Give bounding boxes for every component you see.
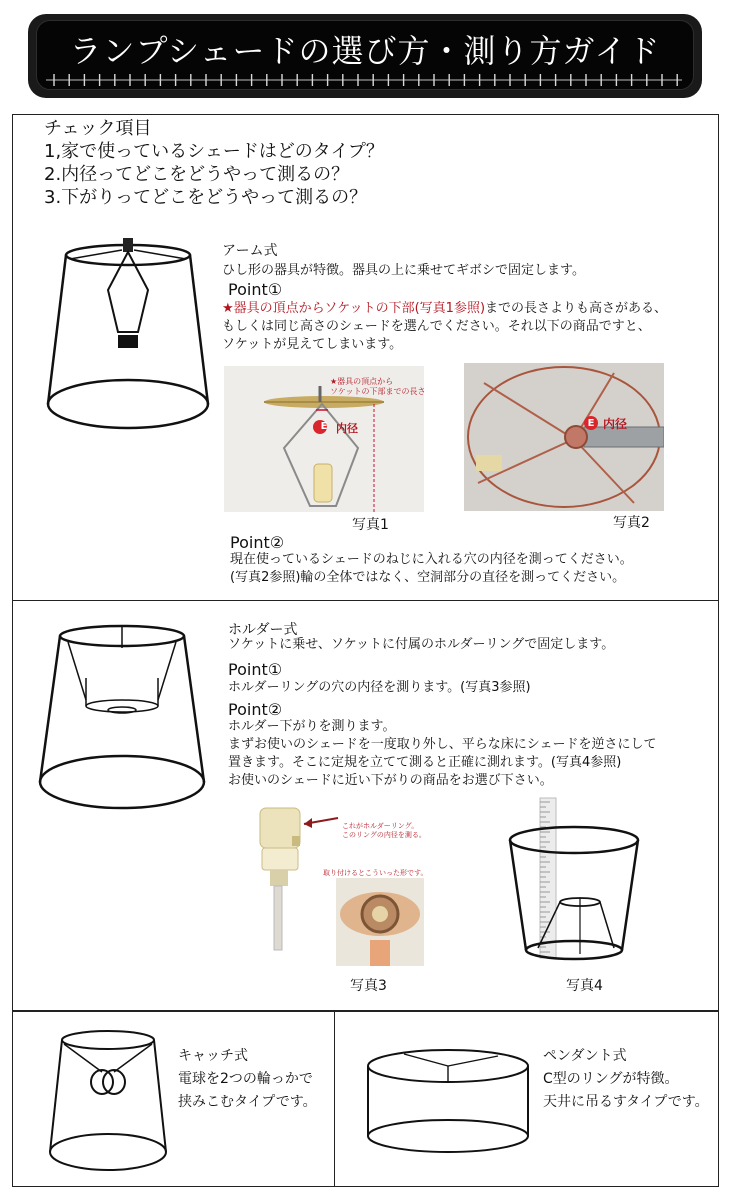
arm-point1-label: Point① bbox=[228, 280, 283, 299]
arm-point1-line1 bbox=[222, 300, 667, 318]
arm-shade-diagram bbox=[40, 232, 220, 432]
checklist-item: 2.内径ってどこをどうやって測るの？ bbox=[44, 164, 350, 185]
photo2-caption: 写真2 bbox=[613, 515, 650, 531]
arm-point2-line1: 現在使っているシェードのねじに入れる穴の内径を測ってください。 bbox=[230, 552, 633, 567]
photo-4-ruler-diagram bbox=[500, 796, 650, 968]
photo1-badge: E bbox=[320, 421, 328, 432]
holder-point2-line1: ホルダー下がりを測ります。 bbox=[228, 719, 396, 734]
checklist-item: 3.下がりってどこをどうやって測るの？ bbox=[44, 187, 368, 208]
catch-shade-diagram bbox=[44, 1026, 174, 1176]
pendant-type-line1: C型のリングが特徴。 bbox=[543, 1071, 679, 1087]
photo1-note: ★器具の頂点から ソケットの下部までの長さ bbox=[330, 377, 426, 396]
photo2-badge: E bbox=[587, 418, 595, 429]
banner-tick-decoration bbox=[46, 74, 682, 86]
holder-point2-line3: 置きます。そこに定規を立てて測ると正確に測れます。(写真4参照) bbox=[228, 755, 622, 770]
photo-3-inset bbox=[336, 878, 424, 966]
holder-point1-text: ホルダーリングの穴の内径を測ります。(写真3参照) bbox=[228, 680, 531, 695]
catch-type-line1: 電球を2つの輪っかで bbox=[178, 1071, 313, 1087]
arm-point2-label: Point② bbox=[230, 533, 285, 552]
arm-type-desc: ひし形の器具が特徴。器具の上に乗せてギボシで固定します。 bbox=[222, 263, 585, 278]
checklist bbox=[44, 117, 384, 209]
pendant-type-title: ペンダント式 bbox=[543, 1048, 627, 1064]
holder-point2-line4: お使いのシェードに近い下がりの商品をお選び下さい。 bbox=[228, 773, 553, 788]
checklist-heading: チェック項目 bbox=[44, 118, 152, 139]
pendant-type-line2: 天井に吊るすタイプです。 bbox=[543, 1094, 709, 1110]
arm-type-title: アーム式 bbox=[222, 243, 278, 259]
holder-point2-line2: まずお使いのシェードを一度取り外し、平らな床にシェードを逆さにして bbox=[228, 737, 657, 752]
catch-type-line2: 挟みこむタイプです。 bbox=[178, 1094, 317, 1110]
arm-point1-highlight: ★器具の頂点からソケットの下部(写真1参照) bbox=[222, 301, 486, 316]
page-title: ランプシェードの選び方・測り方ガイド bbox=[69, 32, 661, 70]
holder-type-desc: ソケットに乗せ、ソケットに付属のホルダーリングで固定します。 bbox=[228, 637, 615, 652]
arm-point2-line2: (写真2参照)輪の全体ではなく、空洞部分の直径を測ってください。 bbox=[230, 570, 626, 585]
holder-type-title: ホルダー式 bbox=[228, 622, 298, 638]
arm-point1-line2: もしくは同じ高さのシェードを選んでください。それ以下の商品ですと、 bbox=[222, 319, 651, 334]
arm-point1-line3: ソケットが見えてしまいます。 bbox=[222, 337, 403, 352]
photo1-caption: 写真1 bbox=[352, 517, 389, 533]
photo-3-socket bbox=[246, 800, 346, 956]
photo4-caption: 写真4 bbox=[566, 978, 603, 994]
checklist-item: 1,家で使っているシェードはどのタイプ？ bbox=[44, 141, 384, 162]
photo3-caption: 写真3 bbox=[350, 978, 387, 994]
photo3-note: これがホルダーリング。 このリングの内径を測る。 bbox=[342, 822, 426, 839]
pendant-shade-diagram bbox=[364, 1046, 534, 1160]
holder-point1-label: Point① bbox=[228, 660, 283, 679]
photo1-badge-label: 内径 bbox=[336, 422, 358, 435]
photo2-badge-label: 内径 bbox=[603, 417, 628, 431]
holder-shade-diagram bbox=[34, 618, 214, 818]
photo-2 bbox=[464, 363, 664, 511]
photo3-inset-note: 取り付けるとこういった形です。 bbox=[323, 869, 428, 877]
arm-point1-rest: までの長さよりも高さがある、 bbox=[485, 301, 668, 316]
catch-type-title: キャッチ式 bbox=[178, 1048, 248, 1064]
holder-point2-label: Point② bbox=[228, 700, 283, 719]
